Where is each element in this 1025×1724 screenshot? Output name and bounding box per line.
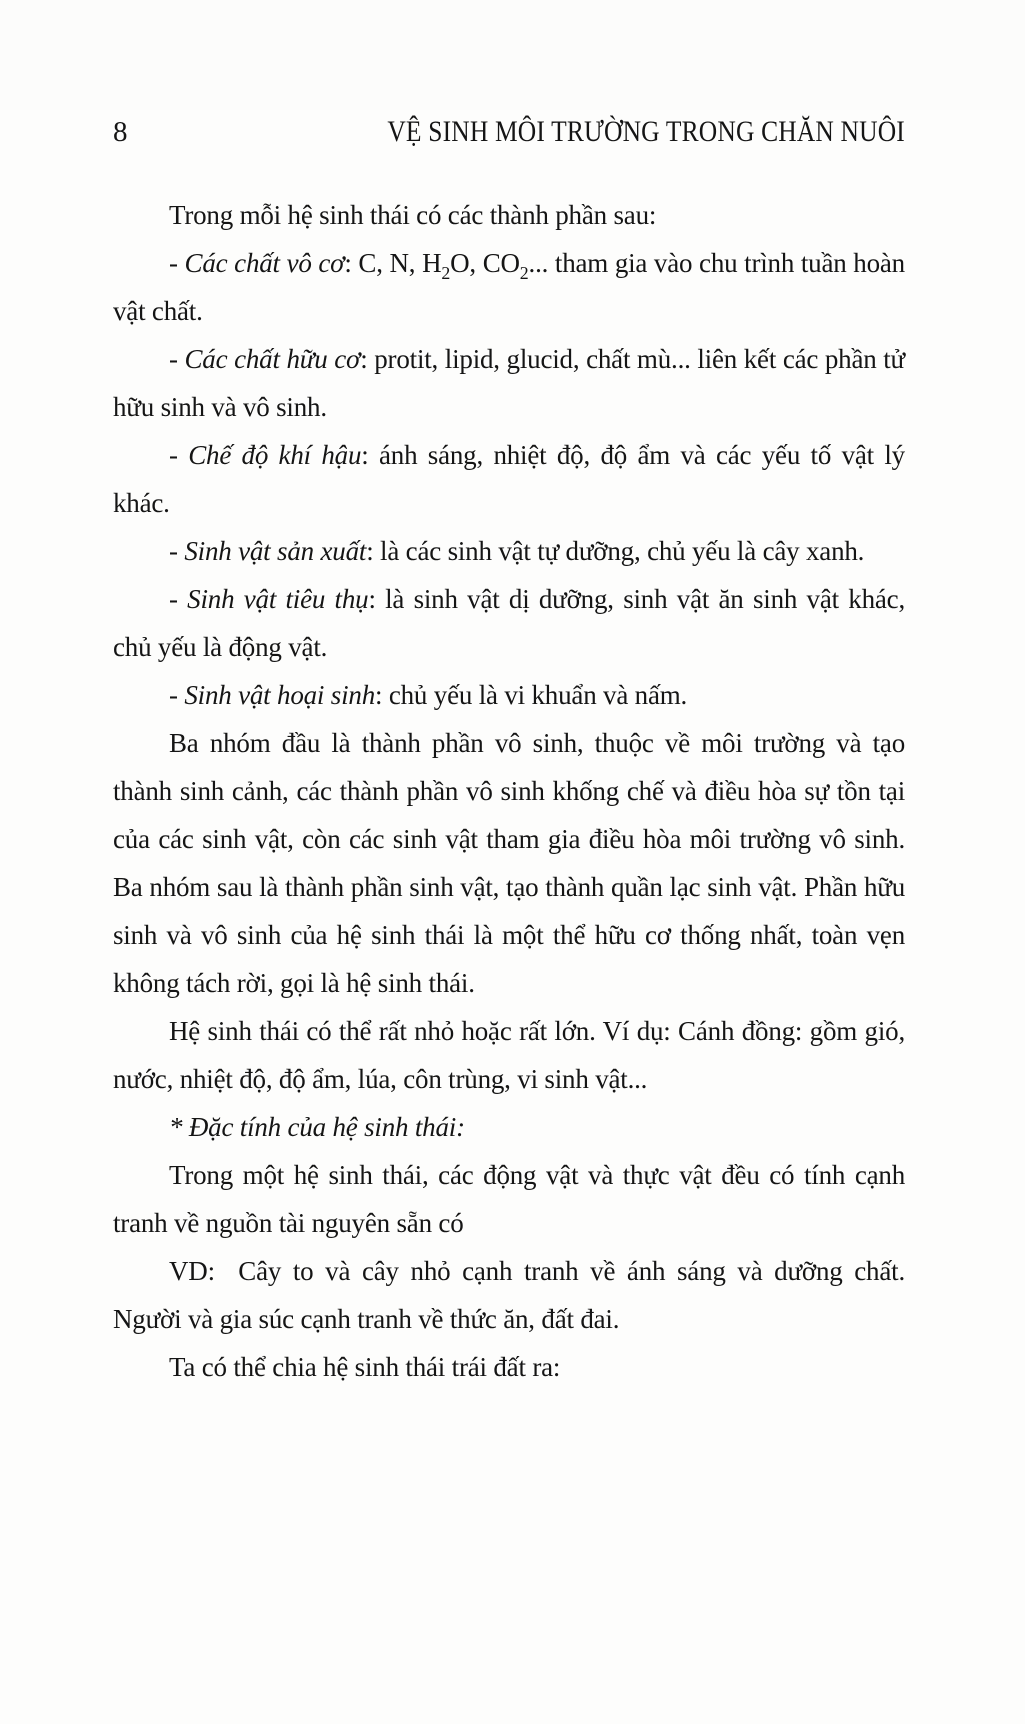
text-run: ... tham gia vào chu trình tuần hoàn vật chất. — [113, 248, 905, 326]
paragraph — [113, 239, 905, 335]
text-run: : là sinh vật dị dưỡng, sinh vật ăn sinh vật khác, chủ yếu là động vật. — [113, 584, 906, 662]
paragraph — [113, 1103, 905, 1151]
text-run: Hệ sinh thái có thể rất nhỏ hoặc rất lớn. Ví dụ: Cánh đồng: gồm gió, nước, nhiệt độ, độ ẩm, lúa, côn trùng, vi sinh vật... — [113, 1016, 905, 1094]
text-run: : là các sinh vật tự dưỡng, chủ yếu là cây xanh. — [366, 536, 865, 566]
paragraph — [113, 1151, 905, 1247]
subscript-text: 2 — [519, 262, 529, 283]
page-body — [113, 191, 905, 1391]
text-run: VD: Cây to và cây nhỏ cạnh tranh về ánh sáng và dưỡng chất. Người và gia súc cạnh tranh về thức ăn, đất đai. — [113, 1256, 905, 1334]
text-run: Ba nhóm đầu là thành phần vô sinh, thuộc về môi trường và tạo thành sinh cảnh, các thành phần vô sinh khống chế và điều hòa sự tồn tại của các sinh vật, còn các sinh vật tham gia điều hòa môi trường vô sinh. Ba nhóm sau là thành phần sinh vật, tạo thành quần lạc sinh vật. Phần hữu sinh và vô sinh của hệ sinh thái là một thể hữu cơ thống nhất, toàn vẹn không tách rời, gọi là hệ sinh thái. — [113, 728, 905, 998]
paragraph — [113, 1343, 905, 1391]
paragraph — [113, 191, 905, 239]
paragraph — [113, 719, 905, 1007]
text-run: : protit, lipid, glucid, chất mù... liên kết các phần tử hữu sinh và vô sinh. — [113, 344, 905, 422]
text-run: : chủ yếu là vi khuẩn và nấm. — [375, 680, 688, 710]
text-run: - — [169, 248, 185, 278]
italic-text: Sinh vật sản xuất — [184, 536, 367, 566]
italic-text: Sinh vật hoại sinh — [184, 680, 375, 710]
text-run: - — [169, 680, 185, 710]
paragraph — [113, 1247, 905, 1343]
text-run: - — [169, 536, 185, 566]
text-run: : ánh sáng, nhiệt độ, độ ẩm và các yếu tố vật lý khác. — [113, 440, 905, 518]
italic-text: Chế độ khí hậu — [188, 440, 362, 470]
text-run: : C, N, H — [344, 248, 442, 278]
paragraph — [113, 431, 905, 527]
italic-text: Sinh vật tiêu thụ — [187, 584, 369, 614]
text-run: Ta có thể chia hệ sinh thái trái đất ra: — [169, 1352, 561, 1382]
paragraph — [113, 575, 905, 671]
running-header: VỆ SINH MÔI TRƯỜNG TRONG CHĂN NUÔI — [387, 115, 905, 148]
paragraph — [113, 1007, 905, 1103]
italic-text: Các chất vô cơ — [184, 248, 345, 278]
text-run: Trong một hệ sinh thái, các động vật và thực vật đều có tính cạnh tranh về nguồn tài nguyên sẵn có — [113, 1160, 905, 1238]
page-header — [113, 110, 905, 154]
book-page — [0, 110, 1025, 1724]
text-run: - — [169, 440, 189, 470]
text-run: - — [169, 344, 185, 374]
text-run: Trong mỗi hệ sinh thái có các thành phần sau: — [169, 200, 657, 230]
italic-text: * Đặc tính của hệ sinh thái: — [169, 1112, 465, 1142]
page-number: 8 — [113, 116, 128, 148]
subscript-text: 2 — [441, 262, 451, 283]
text-run: - — [169, 584, 188, 614]
paragraph — [113, 671, 905, 719]
italic-text: Các chất hữu cơ — [184, 344, 361, 374]
paragraph — [113, 335, 905, 431]
text-run: O, CO — [450, 248, 520, 278]
paragraph — [113, 527, 905, 575]
